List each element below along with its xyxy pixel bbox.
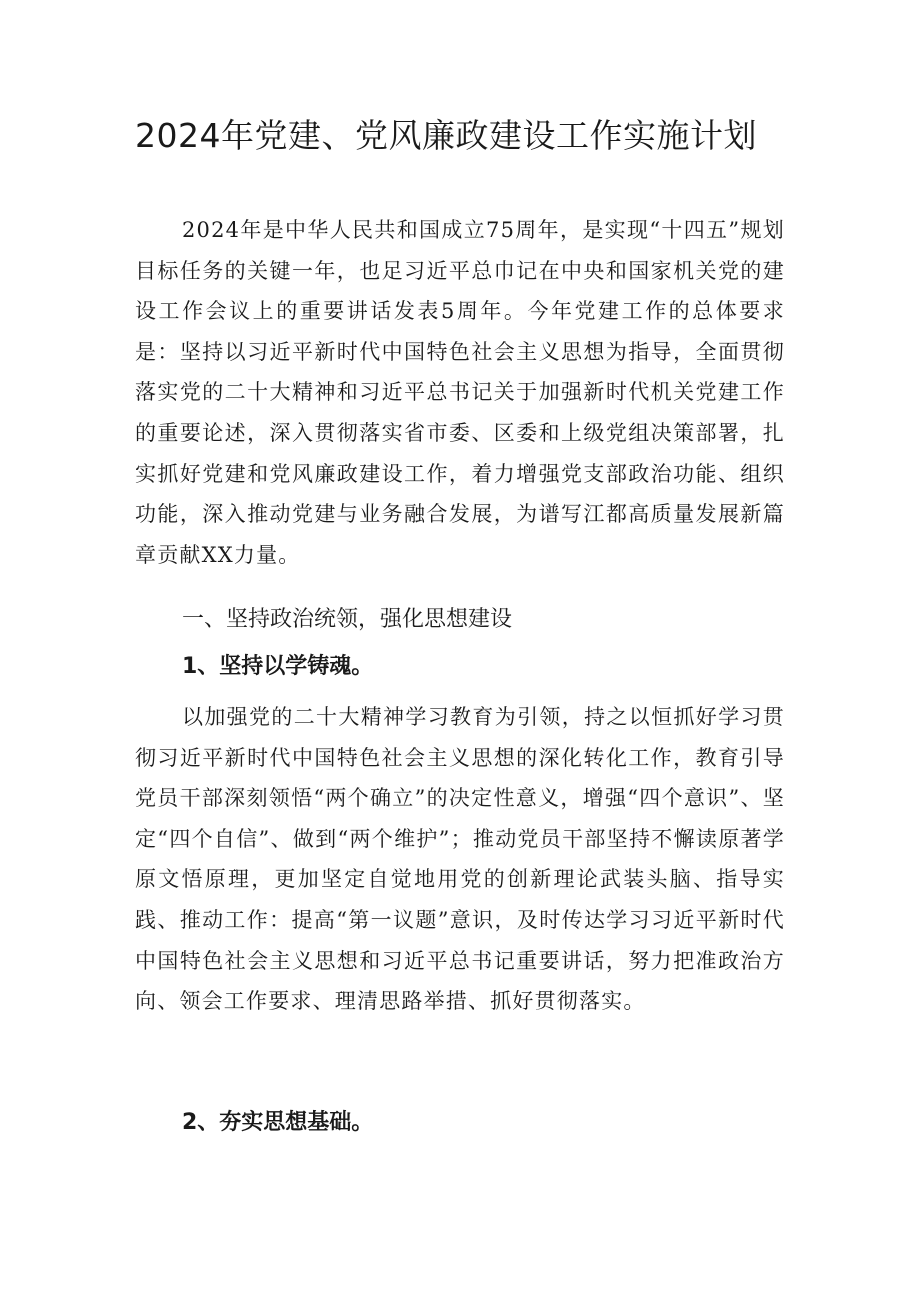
intro-paragraph: 2024年是中华人民共和国成立75周年，是实现“十四五”规划目标任务的关键一年，也足习近平总巾记在中央和国家机关党的建设工作会议上的重要讲话发表5周年。今年党建工作的总体要求是：坚持以习近平新时代中国特色社会主义思想为指导，全面贯彻落实党的二十大精神和习近平总书记关于加强新时代机关党建工作的重要论述，深入贯彻落实省市委、区委和上级党组决策部署，扎实抓好党建和党风廉政建设工作，着力增强党支部政治功能、组织功能，深入推动党建与业务融合发展，为谱写江都高质量发展新篇章贡献XX力量。 bbox=[135, 218, 785, 567]
document-title: 2024年党建、党风廉政建设工作实施计划 bbox=[135, 116, 757, 155]
item-1-paragraph: 以加强党的二十大精神学习教育为引领，持之以恒抓好学习贯彻习近平新时代中国特色社会主义思想的深化转化工作，教育引导党员干部深刻领悟“两个确立”的决定性意义，增强“四个意识”、坚定“四个自信”、做到“两个维护”；推动党员干部坚持不懈读原著学原文悟原理，更加坚定自觉地用党的创新理论武装头脑、指导实践、推动工作：提高“第一议题”意识，及时传达学习习近平新时代中国特色社会主义思想和习近平总书记重要讲话，努力把准政治方向、领会工作要求、理清思路举措、抓好贯彻落实。 bbox=[135, 705, 785, 1014]
item-heading-2: 2、夯实思想基础。 bbox=[182, 1110, 374, 1135]
item-heading-1: 1、坚持以学铸魂。 bbox=[182, 654, 374, 679]
section-heading-1: 一、坚持政治统领，强化思想建设 bbox=[182, 607, 513, 632]
